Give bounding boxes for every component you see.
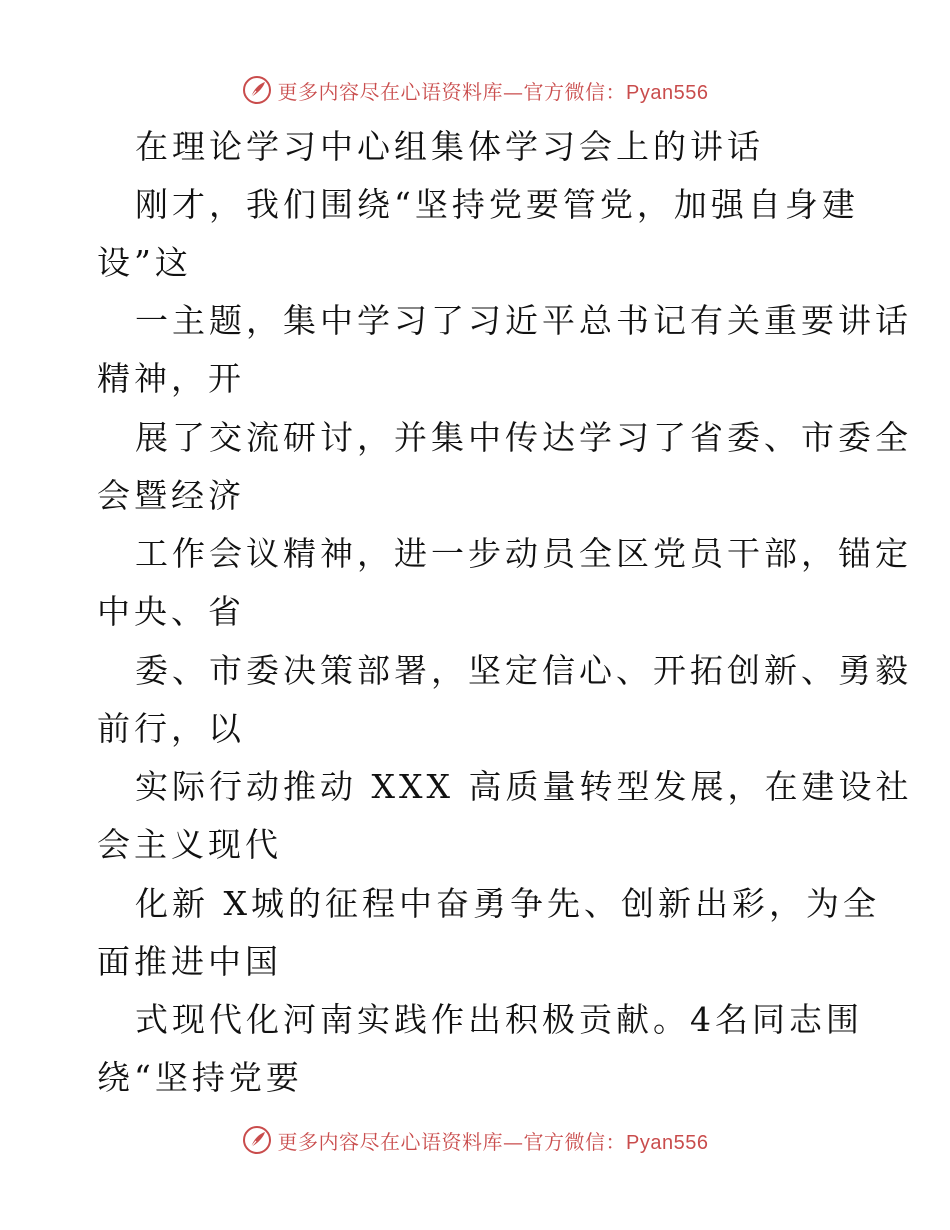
paragraph-line: 实际行动推动 XXX 高质量转型发展，在建设社 — [135, 767, 913, 806]
document-title: 在理论学习中心组集体学习会上的讲话 — [135, 127, 764, 166]
red-feather-pen-logo-icon — [242, 1125, 272, 1155]
watermark-text: 更多内容尽在心语资料库—官方微信：Pyan556 — [277, 1129, 709, 1154]
paragraph-line: 一主题，集中学习了习近平总书记有关重要讲话 — [135, 301, 912, 340]
paragraph-line: 工作会议精神，进一步动员全区党员干部，锚定 — [135, 534, 912, 573]
paragraph-line: 展了交流研讨，并集中传达学习了省委、市委全 — [135, 418, 912, 457]
watermark-text: 更多内容尽在心语资料库—官方微信：Pyan556 — [277, 79, 709, 104]
watermark-footer — [0, 1120, 950, 1160]
paragraph-line: 式现代化河南实践作出积极贡献。4名同志围 — [135, 1000, 863, 1039]
paragraph-line: 绕“坚持党要 — [97, 1058, 303, 1097]
paragraph-line: 化新 X城的征程中奋勇争先、创新出彩，为全 — [135, 884, 880, 923]
paragraph-line: 会主义现代 — [97, 825, 282, 864]
paragraph-line: 面推进中国 — [97, 942, 282, 981]
paragraph-line: 精神，开 — [97, 359, 245, 398]
paragraph-line: 设”这 — [97, 243, 192, 282]
paragraph-line: 中央、省 — [97, 592, 245, 631]
paragraph-line: 会暨经济 — [97, 476, 245, 515]
paragraph-line: 刚才，我们围绕“坚持党要管党，加强自身建 — [135, 185, 859, 224]
paragraph-line: 委、市委决策部署，坚定信心、开拓创新、勇毅 — [135, 651, 912, 690]
paragraph-line: 前行，以 — [97, 709, 245, 748]
